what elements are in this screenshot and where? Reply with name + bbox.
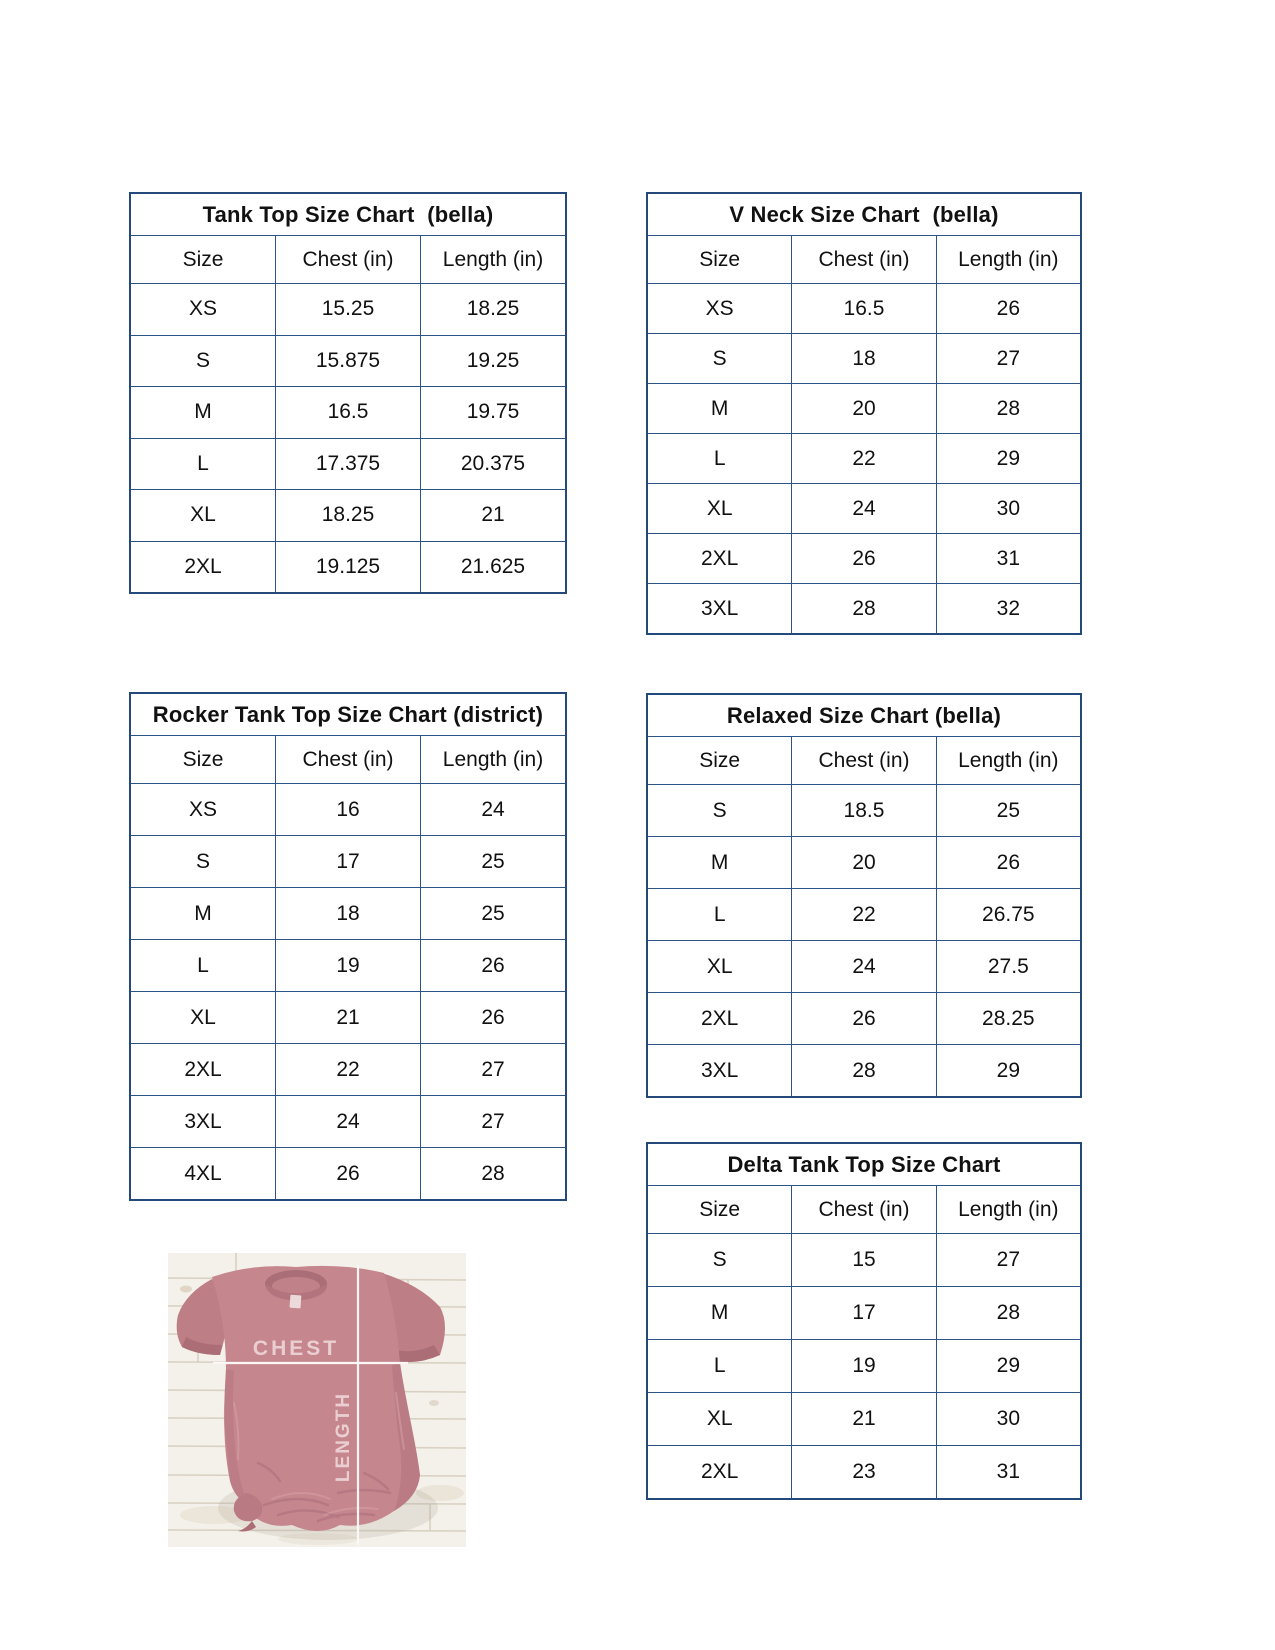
table-row: [131, 283, 565, 335]
chest-cell: 20: [791, 836, 935, 888]
length-cell: 25: [936, 784, 1080, 836]
size-cell: M: [131, 887, 275, 939]
length-cell: 26.75: [936, 888, 1080, 940]
size-cell: M: [648, 836, 791, 888]
table-row: [648, 1286, 1080, 1339]
relaxed-size-chart: [646, 693, 1082, 1098]
length-cell: 28: [936, 1286, 1080, 1339]
length-cell: 19.25: [420, 335, 565, 387]
table-header-row: [648, 1185, 1080, 1233]
chest-cell: 19: [275, 939, 420, 991]
size-cell: XL: [648, 1392, 791, 1445]
table-row: [131, 541, 565, 593]
chest-cell: 17.375: [275, 438, 420, 490]
table-row: [131, 887, 565, 939]
size-cell: L: [131, 438, 275, 490]
rocker-tank-top-size-chart: [129, 692, 567, 1201]
length-cell: 30: [936, 483, 1080, 533]
chest-cell: 17: [791, 1286, 935, 1339]
column-header: Length (in): [936, 1185, 1080, 1233]
size-cell: M: [131, 386, 275, 438]
delta-tank-top-size-chart: [646, 1142, 1082, 1500]
column-header: Length (in): [420, 235, 565, 283]
column-header: Size: [131, 235, 275, 283]
chest-cell: 18: [275, 887, 420, 939]
table-row: [131, 939, 565, 991]
table-row: [648, 940, 1080, 992]
length-cell: 25: [420, 835, 565, 887]
table-row: [648, 1445, 1080, 1498]
size-cell: XS: [648, 283, 791, 333]
chest-cell: 22: [791, 433, 935, 483]
length-cell: 26: [420, 939, 565, 991]
length-cell: 26: [936, 836, 1080, 888]
length-cell: 29: [936, 433, 1080, 483]
chest-cell: 15.875: [275, 335, 420, 387]
column-header: Chest (in): [275, 235, 420, 283]
length-cell: 26: [420, 991, 565, 1043]
tank-top-size-chart: [129, 192, 567, 594]
chest-cell: 18: [791, 333, 935, 383]
chest-cell: 19.125: [275, 541, 420, 593]
size-cell: S: [131, 335, 275, 387]
length-cell: 32: [936, 583, 1080, 633]
size-cell: 2XL: [648, 992, 791, 1044]
table-row: [131, 335, 565, 387]
table-row: [648, 992, 1080, 1044]
chest-cell: 26: [791, 992, 935, 1044]
table-row: [131, 438, 565, 490]
size-cell: L: [648, 888, 791, 940]
size-cell: 3XL: [648, 1044, 791, 1096]
length-cell: 30: [936, 1392, 1080, 1445]
chest-cell: 26: [791, 533, 935, 583]
neck-tag: [290, 1295, 302, 1309]
size-cell: XL: [648, 483, 791, 533]
column-header: Size: [648, 736, 791, 784]
column-header: Chest (in): [791, 736, 935, 784]
size-cell: 4XL: [131, 1147, 275, 1199]
length-cell: 24: [420, 783, 565, 835]
chest-cell: 21: [791, 1392, 935, 1445]
table-title: Rocker Tank Top Size Chart (district): [152, 701, 544, 727]
chest-cell: 22: [791, 888, 935, 940]
length-cell: 27: [936, 1233, 1080, 1286]
table-row: [648, 1044, 1080, 1096]
chest-cell: 22: [275, 1043, 420, 1095]
size-cell: L: [648, 1339, 791, 1392]
table-title: Tank Top Size Chart (bella): [202, 201, 494, 227]
length-cell: 31: [936, 533, 1080, 583]
length-cell: 27: [936, 333, 1080, 383]
v-neck-size-chart: [646, 192, 1082, 635]
table-row: [648, 483, 1080, 533]
size-cell: XL: [648, 940, 791, 992]
chest-cell: 18.5: [791, 784, 935, 836]
chest-cell: 24: [791, 483, 935, 533]
size-cell: XS: [131, 283, 275, 335]
table-row: [648, 433, 1080, 483]
table-row: [131, 1095, 565, 1147]
table-row: [131, 1147, 565, 1199]
column-header: Length (in): [936, 235, 1080, 283]
length-cell: 28: [420, 1147, 565, 1199]
size-cell: L: [648, 433, 791, 483]
length-cell: 18.25: [420, 283, 565, 335]
chest-cell: 24: [275, 1095, 420, 1147]
chest-label: CHEST: [252, 1337, 340, 1360]
column-header: Length (in): [420, 735, 565, 783]
table-title: Relaxed Size Chart (bella): [726, 702, 1002, 728]
chest-cell: 19: [791, 1339, 935, 1392]
length-cell: 25: [420, 887, 565, 939]
table-row: [648, 1392, 1080, 1445]
column-header: Chest (in): [791, 1185, 935, 1233]
table-title: Delta Tank Top Size Chart: [727, 1151, 1001, 1177]
column-header: Size: [648, 235, 791, 283]
chest-cell: 17: [275, 835, 420, 887]
size-cell: M: [648, 383, 791, 433]
table-row: [131, 386, 565, 438]
length-cell: 28.25: [936, 992, 1080, 1044]
table-header-row: [131, 235, 565, 283]
size-cell: XL: [131, 991, 275, 1043]
length-cell: 21: [420, 489, 565, 541]
table-row: [648, 533, 1080, 583]
column-header: Length (in): [936, 736, 1080, 784]
chest-cell: 28: [791, 1044, 935, 1096]
size-cell: XS: [131, 783, 275, 835]
table-row: [131, 1043, 565, 1095]
chest-cell: 28: [791, 583, 935, 633]
size-cell: S: [648, 333, 791, 383]
size-cell: S: [131, 835, 275, 887]
column-header: Chest (in): [791, 235, 935, 283]
length-cell: 29: [936, 1339, 1080, 1392]
size-cell: M: [648, 1286, 791, 1339]
table-row: [131, 991, 565, 1043]
chest-cell: 24: [791, 940, 935, 992]
chest-cell: 15: [791, 1233, 935, 1286]
tshirt-measurement-photo: [168, 1253, 466, 1547]
table-row: [648, 784, 1080, 836]
table-row: [648, 383, 1080, 433]
length-label: LENGTH: [333, 1391, 354, 1483]
length-cell: 26: [936, 283, 1080, 333]
length-cell: 29: [936, 1044, 1080, 1096]
size-cell: 2XL: [648, 533, 791, 583]
length-cell: 31: [936, 1445, 1080, 1498]
size-cell: 2XL: [648, 1445, 791, 1498]
chest-cell: 16: [275, 783, 420, 835]
size-cell: 2XL: [131, 541, 275, 593]
length-cell: 27: [420, 1095, 565, 1147]
table-header-row: [648, 736, 1080, 784]
table-row: [648, 583, 1080, 633]
column-header: Chest (in): [275, 735, 420, 783]
length-cell: 28: [936, 383, 1080, 433]
chest-cell: 16.5: [791, 283, 935, 333]
table-row: [648, 888, 1080, 940]
table-header-row: [648, 235, 1080, 283]
table-row: [648, 1339, 1080, 1392]
length-cell: 19.75: [420, 386, 565, 438]
table-row: [648, 333, 1080, 383]
table-row: [648, 836, 1080, 888]
size-cell: L: [131, 939, 275, 991]
length-cell: 21.625: [420, 541, 565, 593]
size-cell: 3XL: [648, 583, 791, 633]
size-cell: 2XL: [131, 1043, 275, 1095]
table-row: [648, 1233, 1080, 1286]
chest-cell: 21: [275, 991, 420, 1043]
column-header: Size: [131, 735, 275, 783]
chest-cell: 18.25: [275, 489, 420, 541]
chest-cell: 23: [791, 1445, 935, 1498]
table-row: [648, 283, 1080, 333]
table-title: V Neck Size Chart (bella): [729, 201, 999, 227]
size-cell: S: [648, 1233, 791, 1286]
length-cell: 20.375: [420, 438, 565, 490]
chest-cell: 26: [275, 1147, 420, 1199]
column-header: Size: [648, 1185, 791, 1233]
size-cell: XL: [131, 489, 275, 541]
chest-cell: 15.25: [275, 283, 420, 335]
length-cell: 27.5: [936, 940, 1080, 992]
size-cell: 3XL: [131, 1095, 275, 1147]
length-cell: 27: [420, 1043, 565, 1095]
chest-cell: 20: [791, 383, 935, 433]
table-header-row: [131, 735, 565, 783]
table-row: [131, 783, 565, 835]
table-row: [131, 489, 565, 541]
chest-cell: 16.5: [275, 386, 420, 438]
size-cell: S: [648, 784, 791, 836]
table-row: [131, 835, 565, 887]
